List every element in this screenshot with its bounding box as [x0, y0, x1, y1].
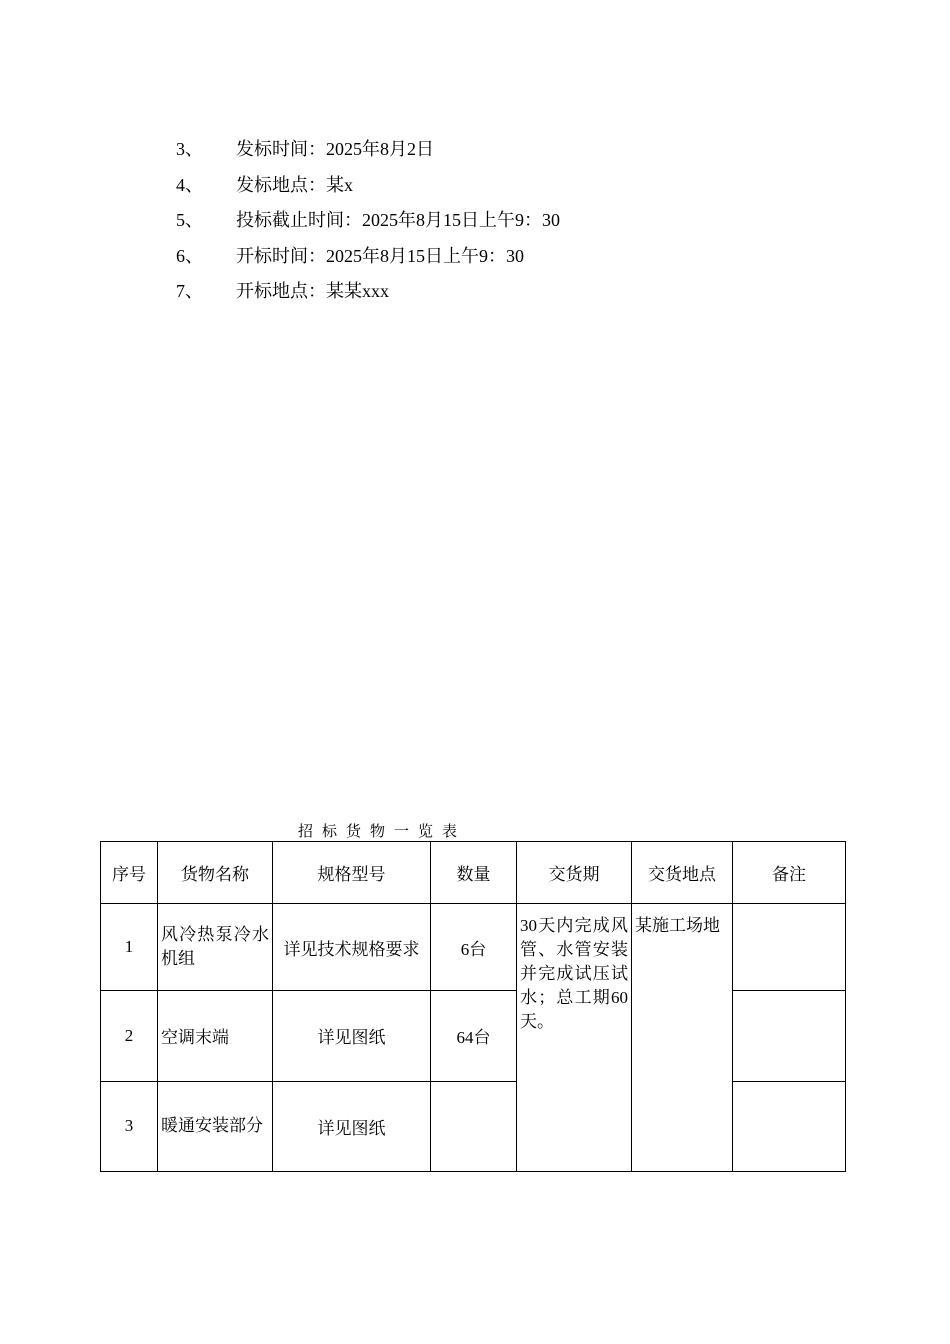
table-row	[101, 1081, 846, 1171]
info-item-number: 5、	[176, 210, 203, 230]
info-item-bid-deadline	[176, 205, 560, 241]
cell-spec: 详见技术规格要求	[273, 904, 431, 991]
cell-name: 空调末端	[158, 991, 273, 1081]
cell-remark	[733, 991, 846, 1081]
cell-no: 1	[101, 904, 158, 991]
info-item-issue-time	[176, 134, 560, 170]
cell-qty: 6台	[431, 904, 517, 991]
goods-table	[100, 841, 846, 1172]
info-item-text: 开标地点：某某xxx	[236, 281, 389, 301]
info-item-text: 开标时间：2025年8月15日上午9：30	[236, 245, 524, 266]
cell-qty	[431, 1081, 517, 1171]
cell-delivery-period: 30天内完成风管、水管安装并完成试压试水；总工期60天。	[517, 904, 632, 1172]
header-qty: 数量	[431, 842, 517, 904]
cell-remark	[733, 1081, 846, 1171]
header-no: 序号	[101, 842, 158, 904]
table-row	[101, 904, 846, 991]
cell-no: 2	[101, 991, 158, 1081]
header-spec: 规格型号	[273, 842, 431, 904]
table-caption: 招标货物一览表	[298, 824, 467, 840]
header-name: 货物名称	[158, 842, 273, 904]
cell-delivery-place: 某施工场地	[632, 904, 733, 1172]
cell-name: 暖通安装部分	[158, 1081, 273, 1171]
info-item-text: 发标时间：2025年8月2日	[236, 139, 434, 159]
cell-spec: 详见图纸	[273, 991, 431, 1081]
info-item-text: 投标截止时间：2025年8月15日上午9：30	[236, 210, 560, 230]
header-remark: 备注	[733, 842, 846, 904]
info-item-text: 发标地点：某x	[236, 174, 353, 195]
cell-no: 3	[101, 1081, 158, 1171]
info-item-number: 3、	[176, 139, 203, 159]
header-delivery-period: 交货期	[517, 842, 632, 904]
header-delivery-place: 交货地点	[632, 842, 733, 904]
table-header-row	[101, 842, 846, 904]
info-item-opening-time	[176, 241, 560, 277]
info-item-number: 7、	[176, 281, 203, 301]
cell-remark	[733, 904, 846, 991]
tender-info-list	[176, 134, 560, 312]
cell-qty: 64台	[431, 991, 517, 1081]
cell-name: 风冷热泵冷水机组	[158, 904, 273, 991]
info-item-opening-place	[176, 276, 560, 312]
info-item-number: 4、	[176, 174, 203, 195]
cell-spec: 详见图纸	[273, 1081, 431, 1171]
info-item-issue-place	[176, 170, 560, 206]
table-row	[101, 991, 846, 1081]
info-item-number: 6、	[176, 245, 203, 266]
